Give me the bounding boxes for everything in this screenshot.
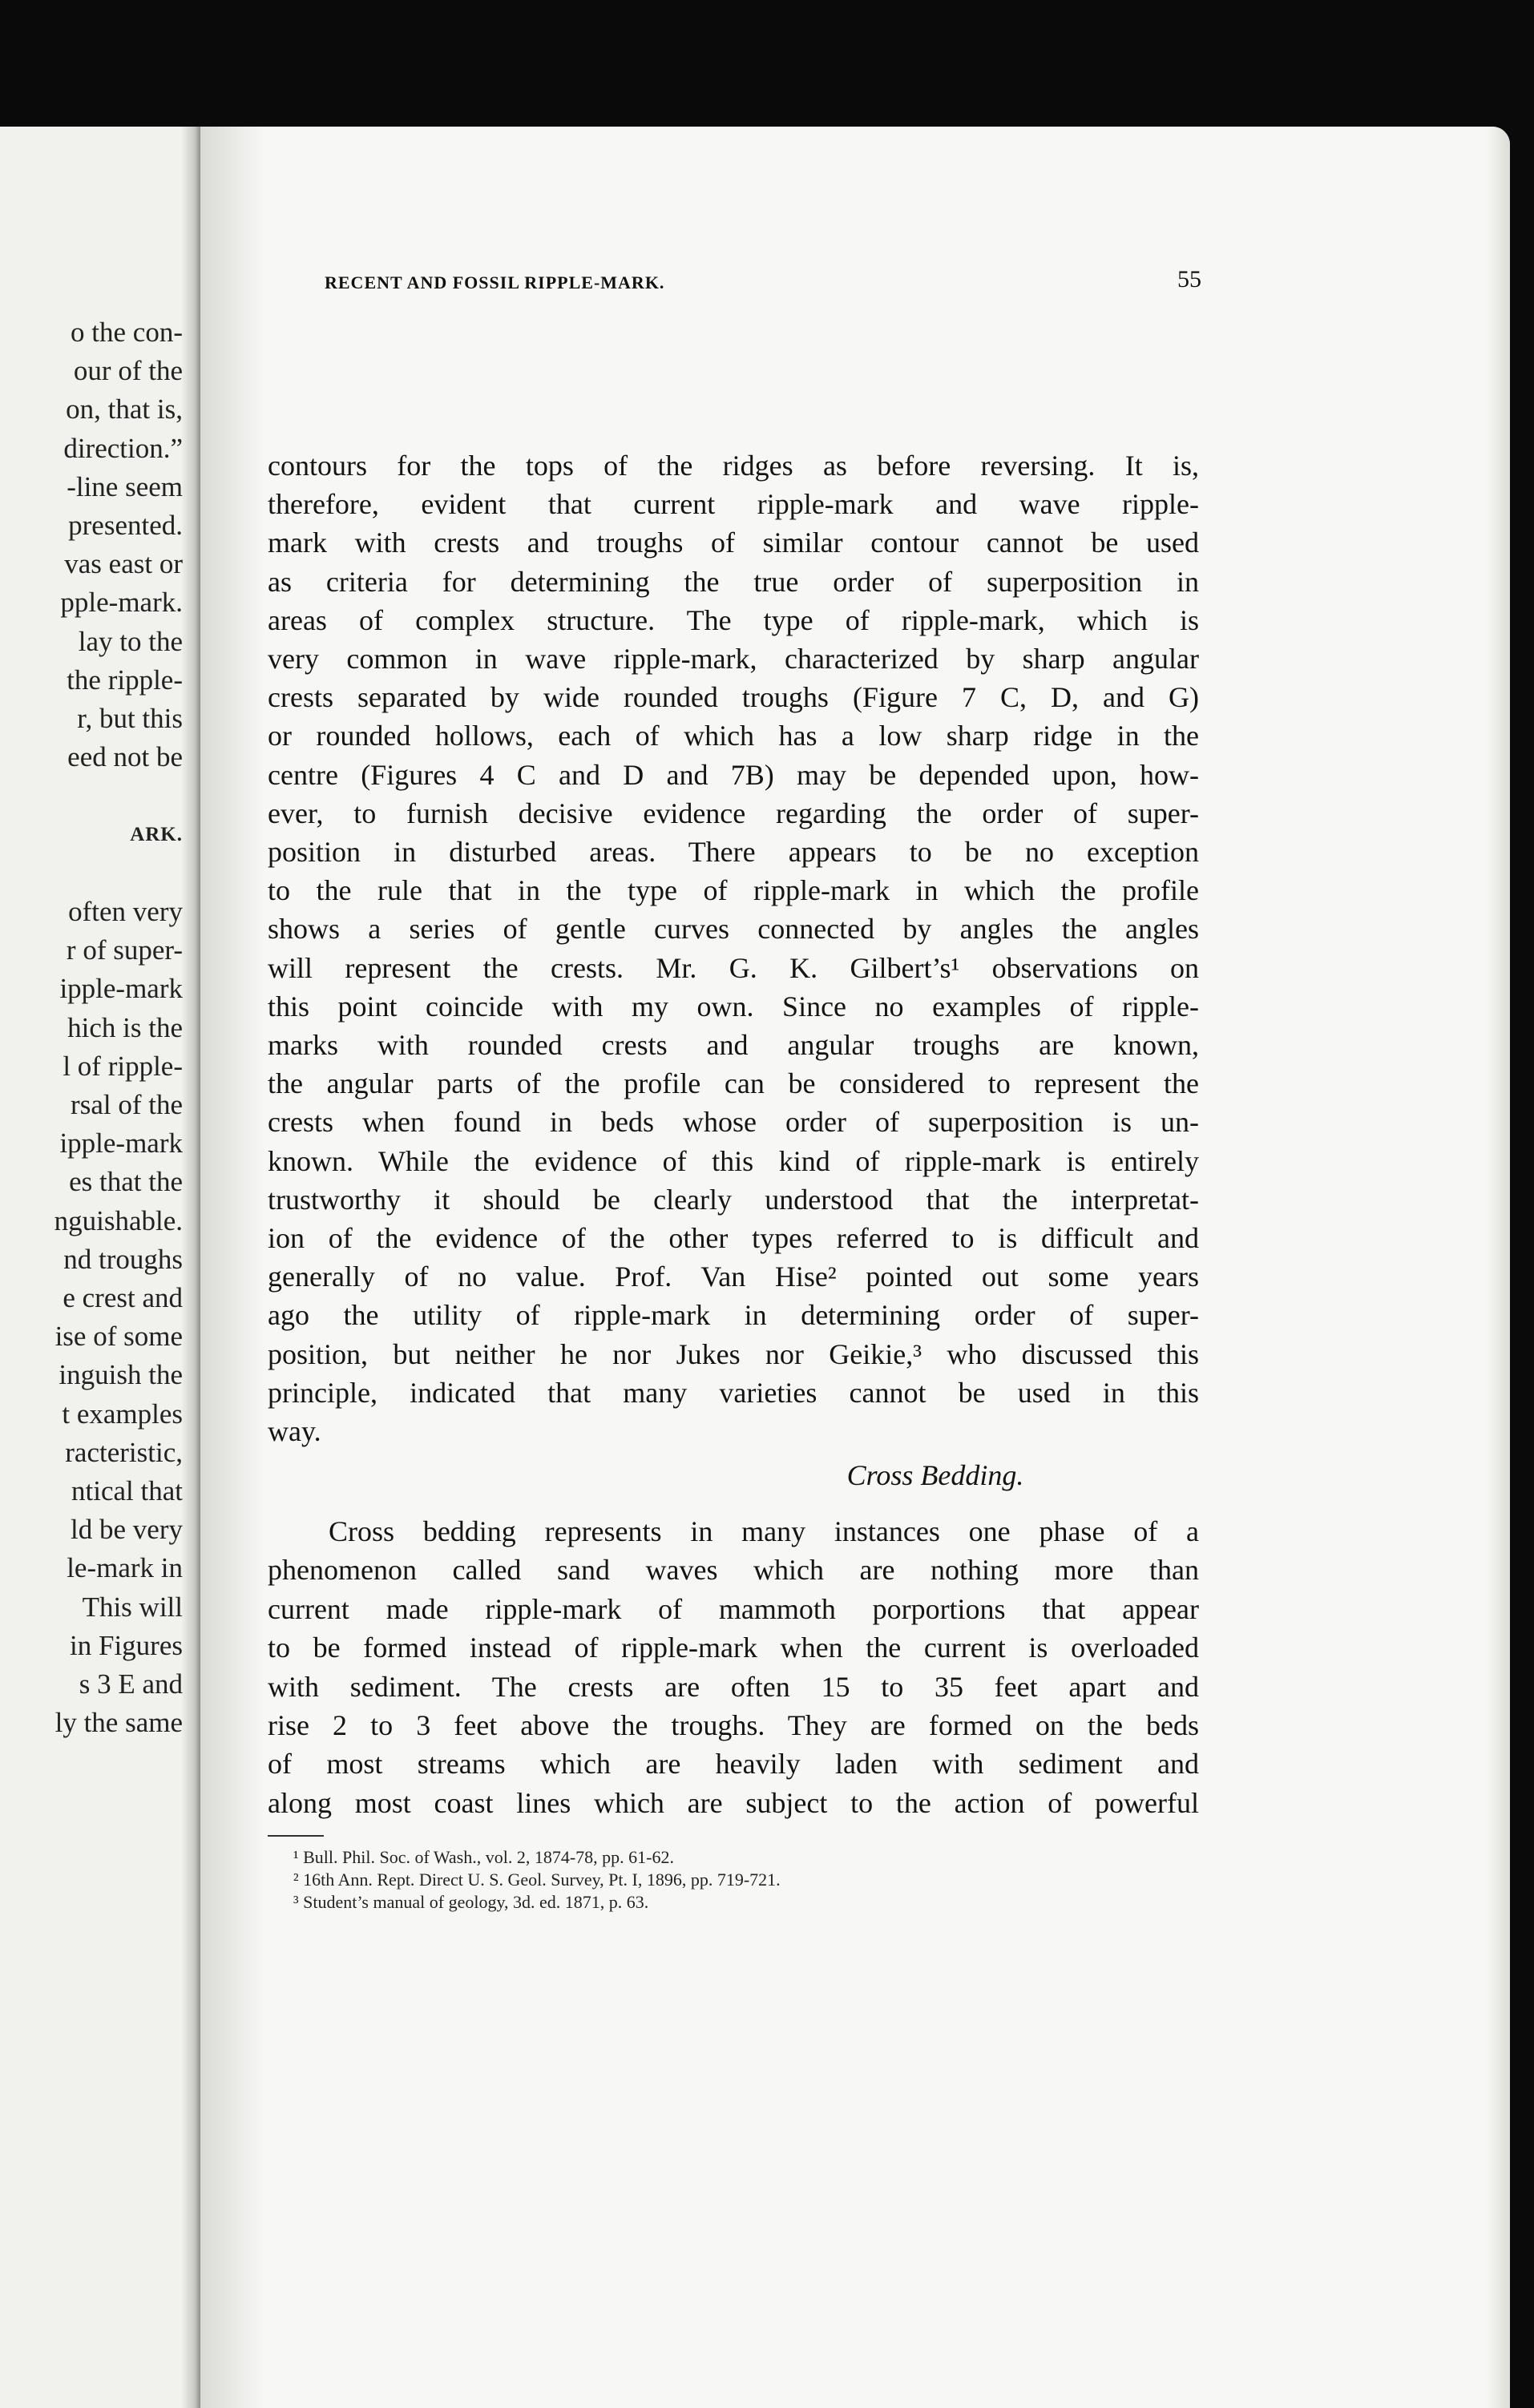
footnote: ² 16th Ann. Rept. Direct U. S. Geol. Survey, Pt. I, 1896, pp. 719-721. — [293, 1870, 781, 1890]
section-line: of most streams which are heavily laden with sediment and — [268, 1748, 1199, 1781]
left-page-line: ise of some — [54, 1321, 183, 1353]
body-line: trustworthy it should be clearly understood that the interpretat- — [268, 1183, 1199, 1216]
body-line: position in disturbed areas. There appears to be no exception — [268, 836, 1199, 868]
left-page-line: r of super- — [66, 934, 183, 966]
body-line: the angular parts of the profile can be considered to represent the — [268, 1067, 1199, 1100]
section-line: along most coast lines which are subject to the action of powerful — [268, 1786, 1199, 1819]
left-page-line: often very — [68, 896, 183, 927]
left-page-line: le-mark in — [67, 1552, 183, 1584]
section-line: phenomenon called sand waves which are nothing more than — [268, 1554, 1199, 1587]
left-facing-page — [0, 127, 200, 2408]
body-line: position, but neither he nor Jukes nor Geikie,³ who discussed this — [268, 1337, 1199, 1370]
running-head: RECENT AND FOSSIL RIPPLE-MARK. — [325, 272, 665, 292]
left-page-line: direction.” — [63, 432, 183, 464]
body-line: mark with crests and troughs of similar contour cannot be used — [268, 526, 1199, 559]
left-page-line: vas east or — [64, 548, 183, 580]
body-line: crests separated by wide rounded troughs (Figure 7 C, D, and G) — [268, 681, 1199, 714]
body-line: therefore, evident that current ripple-mark and wave ripple- — [268, 488, 1199, 521]
body-line: to the rule that in the type of ripple-mark in which the profile — [268, 874, 1199, 907]
footnote: ³ Student’s manual of geology, 3d. ed. 1871, p. 63. — [293, 1892, 649, 1912]
left-page-line: nguishable. — [54, 1204, 183, 1236]
left-page-line: nd troughs — [63, 1243, 183, 1275]
body-line: will represent the crests. Mr. G. K. Gilbert’s¹ observations on — [268, 951, 1199, 984]
body-line: ion of the evidence of the other types referred to is difficult and — [268, 1222, 1199, 1254]
page-gutter — [181, 127, 200, 2408]
body-line: or rounded hollows, each of which has a low sharp ridge in the — [268, 720, 1199, 752]
body-line: centre (Figures 4 C and D and 7B) may be depended upon, how- — [268, 758, 1199, 791]
page-edge — [1486, 127, 1510, 2408]
section-line: Cross bedding represents in many instances one phase of a — [329, 1515, 1199, 1547]
left-page-line: es that the — [69, 1166, 183, 1198]
body-line: known. While the evidence of this kind of ripple-mark is entirely — [268, 1144, 1199, 1177]
left-page-line: on, that is, — [66, 393, 183, 426]
left-page-line: t examples — [62, 1398, 183, 1430]
body-line: crests when found in beds whose order of superposition is un- — [268, 1106, 1199, 1139]
section-heading-text: Cross Bedding. — [846, 1459, 1024, 1491]
footnote-rule — [268, 1835, 324, 1837]
section-line: to be formed instead of ripple-mark when the current is overloaded — [268, 1632, 1199, 1664]
body-line: as criteria for determining the true order of superposition in — [268, 565, 1199, 598]
left-page-line: o the con- — [71, 317, 183, 348]
footnote: ¹ Bull. Phil. Soc. of Wash., vol. 2, 1874-78, pp. 61-62. — [293, 1847, 674, 1867]
left-page-line: lay to the — [78, 625, 183, 657]
page-number: 55 — [1177, 266, 1201, 292]
left-page-line: inguish the — [59, 1359, 183, 1391]
body-line: very common in wave ripple-mark, characterized by sharp angular — [268, 643, 1199, 675]
left-page-line: hich is the — [67, 1011, 183, 1043]
section-line: rise 2 to 3 feet above the troughs. They are formed on the beds — [268, 1709, 1199, 1741]
left-page-line: rsal of the — [71, 1089, 183, 1120]
left-page-line: ly the same — [54, 1707, 183, 1739]
left-page-line: our of the — [73, 355, 183, 387]
left-page-line: ipple-mark — [59, 1127, 183, 1160]
left-page-line: l of ripple- — [63, 1050, 183, 1082]
body-line: way. — [268, 1415, 321, 1447]
body-line: this point coincide with my own. Since no examples of ripple- — [268, 990, 1199, 1022]
left-page-line: ld be very — [71, 1514, 183, 1546]
left-page-line: presented. — [68, 510, 183, 541]
left-page-line: -line seem — [67, 470, 183, 502]
page-shadow — [200, 127, 264, 2408]
body-line: areas of complex structure. The type of ripple-mark, which is — [268, 603, 1199, 636]
section-line: with sediment. The crests are often 15 to 35 feet apart and — [268, 1670, 1199, 1703]
left-page-line: the ripple- — [67, 664, 183, 696]
left-page-line: ARK. — [130, 823, 183, 845]
body-line: principle, indicated that many varieties cannot be used in this — [268, 1376, 1199, 1409]
body-line: ever, to furnish decisive evidence regarding the order of super- — [268, 797, 1199, 829]
body-line: shows a series of gentle curves connected by angles the angles — [268, 913, 1199, 946]
left-page-line: This will — [82, 1591, 183, 1623]
body-line: contours for the tops of the ridges as before reversing. It is, — [268, 450, 1199, 482]
left-page-line: pple-mark. — [60, 587, 183, 619]
left-page-line: s 3 E and — [79, 1668, 183, 1700]
body-line: generally of no value. Prof. Van Hise² pointed out some years — [268, 1260, 1199, 1293]
left-page-line: ntical that — [71, 1475, 183, 1507]
left-page-line: eed not be — [67, 741, 183, 773]
left-page-line: ipple-mark — [59, 973, 183, 1005]
body-line: marks with rounded crests and angular troughs are known, — [268, 1029, 1199, 1061]
left-page-line: in Figures — [70, 1629, 183, 1661]
left-page-line: racteristic, — [65, 1436, 183, 1468]
section-line: current made ripple-mark of mammoth porportions that appear — [268, 1592, 1199, 1625]
body-line: ago the utility of ripple-mark in determining order of super- — [268, 1299, 1199, 1332]
left-page-line: r, but this — [77, 703, 183, 734]
left-page-line: e crest and — [63, 1282, 183, 1313]
section-heading — [0, 1458, 1534, 1492]
